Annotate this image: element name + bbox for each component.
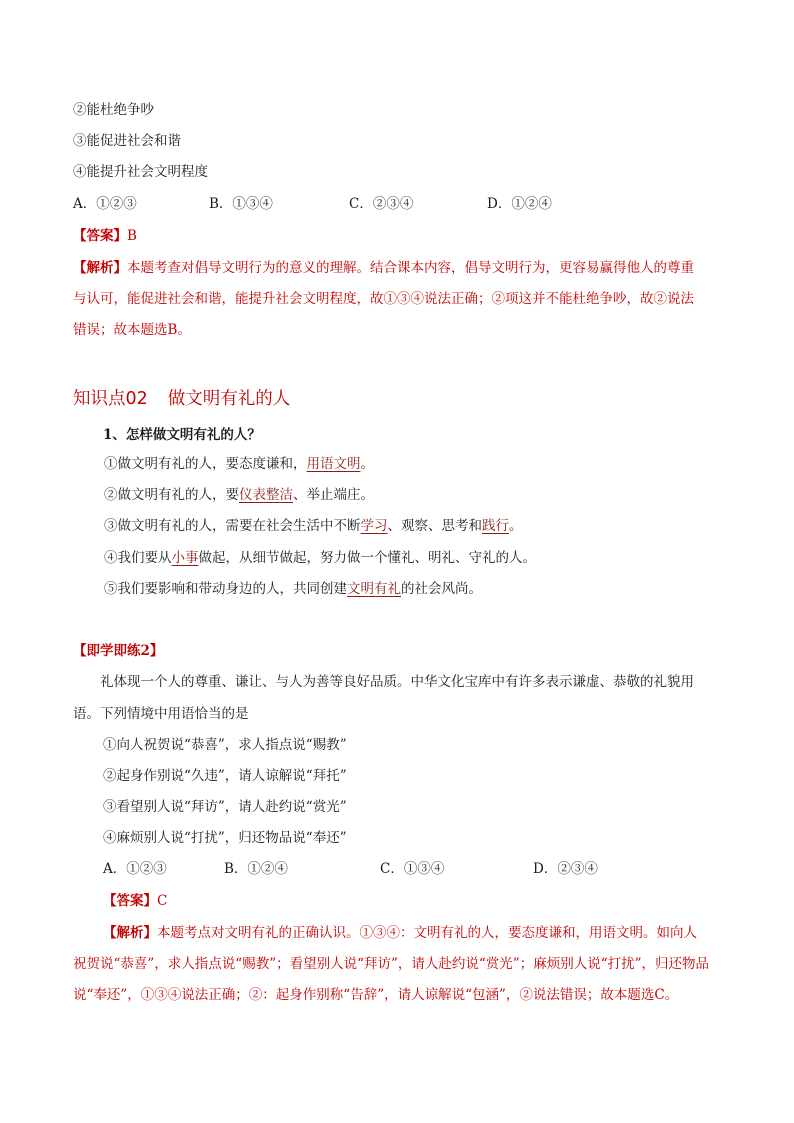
keyword-underlined: 学习 (360, 518, 388, 534)
choice-a: A．①②③ (73, 196, 137, 212)
knowledge-item-1: ①做文明有礼的人，要态度谦和，用语文明。 (104, 456, 374, 472)
knowledge-item-3: ③做文明有礼的人，需要在社会生活中不断学习、观察、思考和践行。 (104, 518, 523, 534)
practice-option-1: ①向人祝贺说“恭喜”，求人指点说“赐教” (103, 737, 347, 753)
analysis-line-2: 与认可，能促进社会和谐，能提升社会文明程度，故①③④说法正确；②项这并不能杜绝争吵，故②说法 (73, 291, 694, 307)
knowledge-item-4: ④我们要从小事做起，从细节做起，努力做一个懂礼、明礼、守礼的人。 (104, 550, 536, 566)
answer-line (73, 226, 137, 246)
analysis-tag: 【解析】 (103, 925, 157, 941)
practice-option-4: ④麻烦别人说“打扰”，归还物品说“奉还” (103, 830, 347, 846)
knowledge-item-2: ②做文明有礼的人，要仪表整洁、举止端庄。 (104, 487, 374, 503)
practice-answer (103, 891, 167, 911)
section-label: 知识点02 (73, 389, 148, 409)
practice-analysis-1 (103, 923, 697, 943)
choice-c: C．①③④ (380, 861, 445, 877)
practice-option-2: ②起身作别说“久违”，请人谅解说“拜托” (103, 768, 347, 784)
answer-tag: 【答案】 (73, 228, 127, 244)
practice-stem-1: 礼体现一个人的尊重、谦让、与人为善等良好品质。中华文化宝库中有许多表示谦虚、恭敬的礼貌用 (100, 674, 694, 690)
practice-stem-2: 语。下列情境中用语恰当的是 (73, 706, 249, 722)
keyword-underlined: 文明有礼 (347, 581, 401, 597)
practice-analysis-2: 祝贺说“恭喜”，求人指点说“赐教”；看望别人说“拜访”，请人赴约说“赏光”；麻烦别人说“打扰”，归还物品 (73, 956, 710, 972)
answer-value: C (157, 893, 168, 909)
choice-b: B．①③④ (209, 196, 273, 212)
choice-c: C．②③④ (349, 196, 414, 212)
keyword-underlined: 小事 (171, 550, 199, 566)
choice-d: D．①②④ (487, 196, 552, 212)
practice-analysis-3: 说“奉还”，①③④说法正确；②：起身作别称“告辞”，请人谅解说“包涵”，②说法错误；故本题选C。 (73, 987, 679, 1003)
practice-choices (103, 859, 598, 879)
knowledge-item-5: ⑤我们要影响和带动身边的人，共同创建文明有礼的社会风尚。 (104, 581, 482, 597)
analysis-tag: 【解析】 (73, 260, 127, 276)
analysis-text: 本题考查对倡导文明行为的意义的理解。结合课本内容，倡导文明行为，更容易赢得他人的尊重 (127, 260, 694, 276)
choice-d: D．②③④ (533, 861, 598, 877)
keyword-underlined: 用语文明 (306, 456, 361, 472)
option-4: ④能提升社会文明程度 (73, 164, 208, 180)
analysis-line-3: 错误；故本题选B。 (73, 322, 191, 338)
choice-a: A．①②③ (103, 861, 167, 877)
answer-value: B (127, 228, 137, 244)
option-3: ③能促进社会和谐 (73, 133, 181, 149)
keyword-underlined: 践行 (482, 518, 509, 534)
practice-option-3: ③看望别人说“拜访”，请人赴约说“赏光” (103, 799, 347, 815)
analysis-text: 本题考点对文明有礼的正确认识。①③④：文明有礼的人，要态度谦和，用语文明。如向人 (157, 925, 697, 941)
choice-b: B．①②④ (224, 861, 288, 877)
section-heading (73, 385, 290, 410)
section-title: 做文明有礼的人 (167, 389, 291, 409)
answer-tag: 【答案】 (103, 893, 157, 909)
option-2: ②能杜绝争吵 (73, 102, 154, 118)
knowledge-question: 1、怎样做文明有礼的人？ (103, 427, 261, 443)
keyword-underlined: 仪表整洁 (239, 487, 293, 503)
answer-choices (73, 194, 552, 214)
analysis-line-1 (73, 258, 694, 278)
practice-heading: 【即学即练2】 (73, 643, 164, 659)
